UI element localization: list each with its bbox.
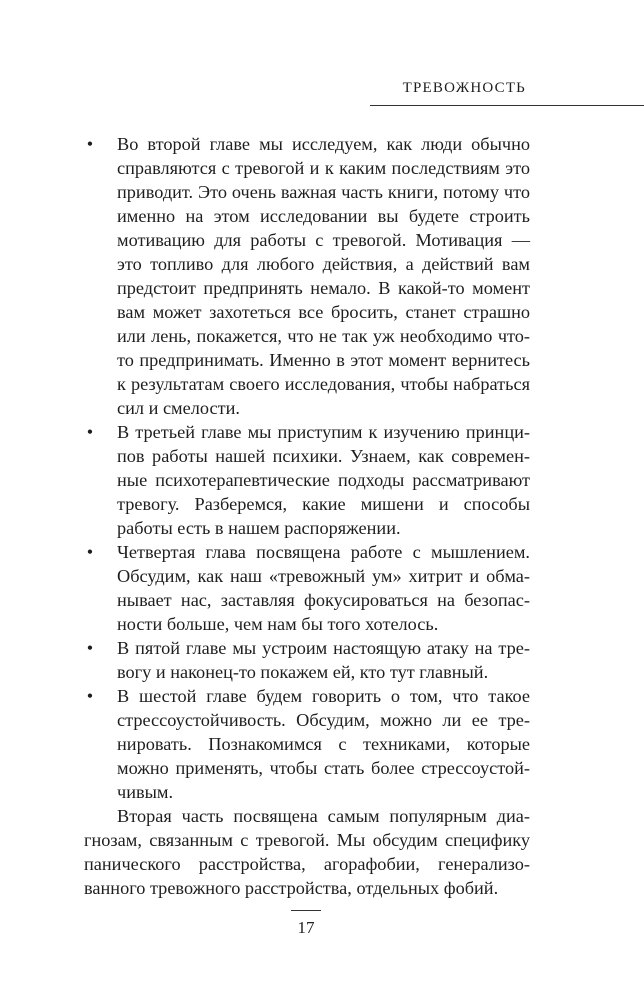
- bullet-icon: •: [86, 686, 94, 706]
- page-body: [84, 132, 530, 900]
- bullet-text: В пятой главе мы устроим настоящую атаку на тревогу и наконец-то покажем ей, кто тут главный.: [117, 638, 530, 682]
- bullet-item-chapter-6: [84, 684, 530, 804]
- bullet-text: В шестой главе будем говорить о том, что такое стрессоустойчивость. Обсудим, можно ли ее тренировать. Познакомимся с техниками, которые можно применять, чтобы стать более стрессоустойчивым.: [117, 686, 530, 802]
- header-rule: [370, 105, 644, 106]
- closing-paragraph: Вторая часть посвящена самым популярным диагнозам, связанным с тревогой. Мы обсудим специфику панического расстройства, агорафобии, генерализованного тревожного расстройства, отдельных фобий.: [84, 806, 530, 898]
- bullet-icon: •: [86, 542, 94, 562]
- bullet-icon: •: [86, 638, 94, 658]
- footer-rule: [291, 910, 321, 911]
- bullet-item-chapter-4: [84, 540, 530, 636]
- page-number: 17: [297, 918, 315, 937]
- bullet-icon: •: [86, 422, 94, 442]
- bullet-item-chapter-2: [84, 132, 530, 420]
- bullet-text: Во второй главе мы исследуем, как люди обычно справляются с тревогой и к каким последствиям это приводит. Это очень важная часть книги, потому что именно на этом исследовании вы будете строить мотивацию для работы с тревогой. Мотивация — это топливо для любого действия, а действий вам предстоит предпринять немало. В какой-то момент вам может захотеться все бросить, станет страшно или лень, покажется, что не так уж необходимо что-то предпринимать. Именно в этот момент вернитесь к результатам своего исследования, чтобы набраться сил и смелости.: [117, 134, 530, 418]
- bullet-text: Четвертая глава посвящена работе с мышлением. Обсудим, как наш «тревожный ум» хитрит и обманывает нас, заставляя фокусироваться на безопасности больше, чем нам бы того хотелось.: [117, 542, 530, 634]
- bullet-icon: •: [86, 134, 94, 154]
- bullet-text: В третьей главе мы приступим к изучению принципов работы нашей психики. Узнаем, как современные психотерапевтические подходы рассматривают тревогу. Разберемся, какие мишени и способы работы есть в нашем распоряжении.: [117, 422, 530, 538]
- chapter-bullet-list: [84, 132, 530, 804]
- bullet-item-chapter-3: [84, 420, 530, 540]
- bullet-item-chapter-5: [84, 636, 530, 684]
- running-head-title: ТРЕВОЖНОСТЬ: [402, 80, 526, 96]
